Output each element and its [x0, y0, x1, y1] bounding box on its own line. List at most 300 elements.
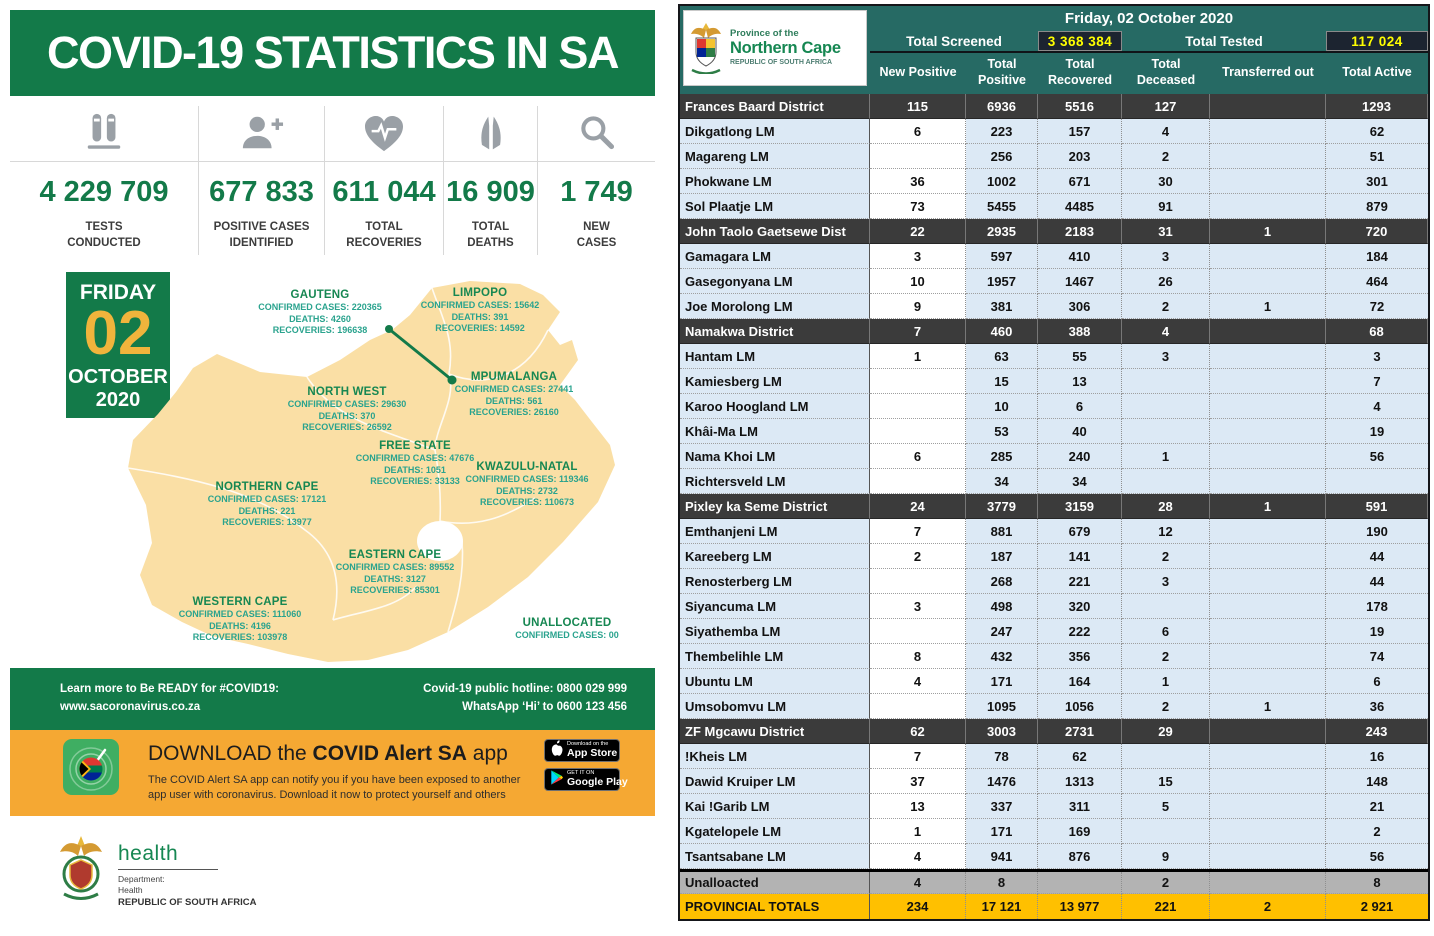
- table-header: [680, 6, 1428, 94]
- row-label: Emthanjeni LM: [680, 519, 870, 544]
- table-date: Friday, 02 October 2020: [1064, 10, 1234, 27]
- cell-total-recovered: 1313: [1038, 769, 1122, 794]
- cell-transferred-out: [1210, 269, 1326, 294]
- cell-new-positive: 37: [870, 769, 966, 794]
- province-deaths: DEATHS: 3127: [364, 573, 426, 584]
- row-label: ZF Mgcawu District: [680, 719, 870, 744]
- northern-cape-logo: [683, 10, 867, 86]
- cell-total-deceased: 4: [1122, 319, 1210, 344]
- stat-label-line1: POSITIVE CASES: [213, 221, 310, 233]
- cell-new-positive: [870, 469, 966, 494]
- cell-total-deceased: [1122, 819, 1210, 844]
- cell-total-active: 51: [1326, 144, 1428, 169]
- cell-new-positive: 1: [870, 344, 966, 369]
- cell-total-active: 56: [1326, 844, 1428, 869]
- apple-icon: [550, 740, 563, 761]
- cell-transferred-out: [1210, 544, 1326, 569]
- province-recoveries: RECOVERIES: 85301: [350, 584, 440, 595]
- cell-new-positive: 10: [870, 269, 966, 294]
- cell-total-recovered: 311: [1038, 794, 1122, 819]
- column-header: New Positive: [879, 64, 957, 79]
- cell-total-recovered: 203: [1038, 144, 1122, 169]
- province-confirmed: CONFIRMED CASES: 220365: [258, 302, 382, 313]
- page-title: COVID-19 STATISTICS IN SA: [10, 10, 655, 96]
- badge-text: [567, 771, 628, 788]
- cell-total-deceased: 12: [1122, 519, 1210, 544]
- province-recoveries: RECOVERIES: 14592: [435, 322, 525, 333]
- cell-total-recovered: 2731: [1038, 719, 1122, 744]
- cell-new-positive: 73: [870, 194, 966, 219]
- table-row: [680, 794, 1428, 819]
- nc-logo-small-text: Province of the: [730, 27, 799, 39]
- cell-total-deceased: [1122, 419, 1210, 444]
- table-row: [680, 569, 1428, 594]
- stat-label: [538, 219, 655, 251]
- cell-new-positive: 24: [870, 494, 966, 519]
- heart-pulse-icon: [325, 106, 443, 162]
- cell-total-recovered: 876: [1038, 844, 1122, 869]
- cell-transferred-out: [1210, 344, 1326, 369]
- table-row: [680, 494, 1428, 519]
- website-link[interactable]: www.sacoronavirus.co.za: [60, 701, 201, 713]
- table-row: [680, 419, 1428, 444]
- stat-praying-hands: [444, 106, 538, 255]
- stat-value: 677 833: [209, 176, 314, 208]
- cell-new-positive: [870, 569, 966, 594]
- cell-transferred-out: 1: [1210, 219, 1326, 244]
- cell-total-positive: 285: [966, 444, 1038, 469]
- cell-total-active: 720: [1326, 219, 1428, 244]
- cell-total-positive: 256: [966, 144, 1038, 169]
- stat-label-line1: TOTAL: [471, 221, 510, 233]
- row-label: Kamiesberg LM: [680, 369, 870, 394]
- northern-cape-table-panel: [678, 0, 1434, 936]
- stat-value: 16 909: [446, 176, 535, 208]
- cell-total-deceased: 26: [1122, 269, 1210, 294]
- row-label: Karoo Hoogland LM: [680, 394, 870, 419]
- cell-transferred-out: [1210, 719, 1326, 744]
- badge-text: [567, 742, 617, 759]
- row-label: Hantam LM: [680, 344, 870, 369]
- table-row: [680, 169, 1428, 194]
- cell-new-positive: 2: [870, 544, 966, 569]
- cell-total-positive: 597: [966, 244, 1038, 269]
- province-name: WESTERN CAPE: [192, 596, 288, 608]
- province-label: [157, 480, 377, 528]
- cell-total-deceased: 4: [1122, 119, 1210, 144]
- cell-transferred-out: [1210, 819, 1326, 844]
- cell-total-positive: 3003: [966, 719, 1038, 744]
- cell-total-deceased: 2: [1122, 144, 1210, 169]
- cell-total-active: 19: [1326, 619, 1428, 644]
- cell-transferred-out: [1210, 872, 1326, 894]
- province-recoveries: RECOVERIES: 103978: [192, 631, 288, 642]
- row-label: Namakwa District: [680, 319, 870, 344]
- cell-total-recovered: 5516: [1038, 94, 1122, 119]
- dept-line1: Department:: [118, 874, 165, 884]
- row-label: Tsantsabane LM: [680, 844, 870, 869]
- cell-total-recovered: 410: [1038, 244, 1122, 269]
- stat-label: [199, 219, 324, 251]
- cell-total-active: 190: [1326, 519, 1428, 544]
- cell-total-positive: 78: [966, 744, 1038, 769]
- cell-transferred-out: [1210, 769, 1326, 794]
- cell-new-positive: [870, 144, 966, 169]
- row-label: Khâi-Ma LM: [680, 419, 870, 444]
- province-deaths: DEATHS: 391: [451, 311, 509, 322]
- stat-value: 1 749: [560, 176, 633, 208]
- cell-total-recovered: 222: [1038, 619, 1122, 644]
- row-label: Siyancuma LM: [680, 594, 870, 619]
- table-row: [680, 544, 1428, 569]
- cell-total-positive: 6936: [966, 94, 1038, 119]
- row-label: Dikgatlong LM: [680, 119, 870, 144]
- province-recoveries: RECOVERIES: 26592: [302, 421, 392, 432]
- whatsapp-number: WhatsApp ‘Hi’ to 0600 123 456: [462, 701, 627, 713]
- stat-value: 611 044: [332, 176, 436, 208]
- cell-total-recovered: 240: [1038, 444, 1122, 469]
- province-name: KWAZULU-NATAL: [476, 461, 578, 473]
- cell-total-positive: 1476: [966, 769, 1038, 794]
- cell-total-deceased: 2: [1122, 694, 1210, 719]
- cell-total-deceased: 1: [1122, 669, 1210, 694]
- cell-total-active: 74: [1326, 644, 1428, 669]
- cell-total-active: 243: [1326, 719, 1428, 744]
- cell-total-recovered: 141: [1038, 544, 1122, 569]
- appstore-badge[interactable]: [544, 739, 620, 762]
- store-badges: [544, 739, 628, 791]
- cell-transferred-out: [1210, 369, 1326, 394]
- cell-total-active: 44: [1326, 544, 1428, 569]
- cell-transferred-out: [1210, 194, 1326, 219]
- province-recoveries: RECOVERIES: 33133: [370, 475, 460, 486]
- cell-new-positive: [870, 694, 966, 719]
- row-label: Kgatelopele LM: [680, 819, 870, 844]
- cell-total-active: 72: [1326, 294, 1428, 319]
- cell-total-positive: 53: [966, 419, 1038, 444]
- table-body: [680, 94, 1428, 919]
- cell-total-recovered: 388: [1038, 319, 1122, 344]
- row-label: Joe Morolong LM: [680, 294, 870, 319]
- badge-big-text: Google Play: [567, 775, 628, 788]
- app-banner-description: The COVID Alert SA app can notify you if you have been exposed to another app user with coronavirus. Download it now to protect yourself and others: [148, 774, 521, 801]
- cell-transferred-out: [1210, 144, 1326, 169]
- cell-total-deceased: 9: [1122, 844, 1210, 869]
- cell-transferred-out: [1210, 594, 1326, 619]
- table-row: [680, 444, 1428, 469]
- cell-new-positive: 234: [870, 894, 966, 919]
- table-row: [680, 144, 1428, 169]
- cell-total-deceased: 6: [1122, 619, 1210, 644]
- cell-transferred-out: [1210, 394, 1326, 419]
- cell-total-active: 8: [1326, 872, 1428, 894]
- table-row: [680, 319, 1428, 344]
- cell-total-active: 184: [1326, 244, 1428, 269]
- province-deaths: DEATHS: 561: [485, 395, 543, 406]
- cell-total-deceased: 221: [1122, 894, 1210, 919]
- cell-total-recovered: 13: [1038, 369, 1122, 394]
- cell-total-deceased: [1122, 744, 1210, 769]
- nc-logo-rsa: REPUBLIC OF SOUTH AFRICA: [730, 59, 833, 67]
- cell-total-deceased: 5: [1122, 794, 1210, 819]
- cell-total-active: [1326, 469, 1428, 494]
- cell-total-recovered: 356: [1038, 644, 1122, 669]
- cell-total-positive: 460: [966, 319, 1038, 344]
- cell-total-active: 68: [1326, 319, 1428, 344]
- province-deaths: DEATHS: 221: [238, 505, 296, 516]
- cell-total-recovered: 3159: [1038, 494, 1122, 519]
- cell-total-active: 56: [1326, 444, 1428, 469]
- stat-label-line1: TOTAL: [365, 221, 403, 233]
- cell-total-recovered: 4485: [1038, 194, 1122, 219]
- test-tubes-icon: [10, 106, 198, 162]
- nc-logo-name: Northern Cape: [730, 39, 841, 58]
- cell-new-positive: 6: [870, 119, 966, 144]
- total-screened-value: 3 368 384: [1038, 31, 1122, 51]
- google-play-icon: [550, 770, 563, 790]
- cell-total-active: 1293: [1326, 94, 1428, 119]
- cell-total-deceased: 2: [1122, 294, 1210, 319]
- stat-label: [444, 219, 537, 251]
- row-label: Umsobomvu LM: [680, 694, 870, 719]
- province-name: FREE STATE: [379, 440, 451, 452]
- table-row: [680, 819, 1428, 844]
- app-banner-title: DOWNLOAD the COVID Alert SA app: [148, 742, 508, 765]
- cell-total-deceased: 15: [1122, 769, 1210, 794]
- magnifier-icon: [538, 106, 655, 162]
- cell-total-recovered: 13 977: [1038, 894, 1122, 919]
- cell-new-positive: 7: [870, 744, 966, 769]
- cell-total-positive: 223: [966, 119, 1038, 144]
- cell-total-active: 36: [1326, 694, 1428, 719]
- googleplay-badge[interactable]: [544, 768, 628, 791]
- province-name: UNALLOCATED: [522, 617, 612, 629]
- badge-small-text: Download on the: [567, 741, 609, 748]
- footer-bar: [10, 668, 655, 730]
- row-label: Gasegonyana LM: [680, 269, 870, 294]
- stat-person-plus: [199, 106, 325, 255]
- praying-hands-icon: [444, 106, 537, 162]
- cell-total-positive: 432: [966, 644, 1038, 669]
- table-row: [680, 344, 1428, 369]
- row-label: Thembelihle LM: [680, 644, 870, 669]
- date-month: OCTOBER: [68, 365, 168, 388]
- table-row: [680, 269, 1428, 294]
- cell-total-recovered: 679: [1038, 519, 1122, 544]
- province-deaths: DEATHS: 370: [318, 410, 376, 421]
- row-label: Kareeberg LM: [680, 544, 870, 569]
- cell-transferred-out: [1210, 469, 1326, 494]
- cell-transferred-out: [1210, 794, 1326, 819]
- row-label: Sol Plaatje LM: [680, 194, 870, 219]
- stat-magnifier: [538, 106, 655, 255]
- district-stats-table: [678, 4, 1430, 921]
- table-row: [680, 869, 1428, 894]
- cell-transferred-out: 2: [1210, 894, 1326, 919]
- province-deaths: DEATHS: 4260: [289, 313, 351, 324]
- badge-big-text: App Store: [567, 746, 618, 759]
- total-screened-label: Total Screened: [906, 33, 1002, 49]
- province-confirmed: CONFIRMED CASES: 89552: [335, 562, 455, 573]
- cell-transferred-out: 1: [1210, 494, 1326, 519]
- stat-label-line2: IDENTIFIED: [229, 237, 294, 250]
- table-row: [680, 119, 1428, 144]
- cell-total-positive: 247: [966, 619, 1038, 644]
- province-confirmed: CONFIRMED CASES: 119346: [465, 474, 589, 485]
- row-label: Frances Baard District: [680, 94, 870, 119]
- cell-new-positive: [870, 619, 966, 644]
- row-label: John Taolo Gaetsewe Dist: [680, 219, 870, 244]
- cell-new-positive: [870, 419, 966, 444]
- province-deaths: DEATHS: 4196: [209, 620, 271, 631]
- cell-transferred-out: [1210, 169, 1326, 194]
- stat-label-line2: RECOVERIES: [346, 237, 422, 250]
- row-label: Gamagara LM: [680, 244, 870, 269]
- table-row: [680, 94, 1428, 119]
- cell-total-active: 44: [1326, 569, 1428, 594]
- cell-transferred-out: [1210, 419, 1326, 444]
- province-label: [285, 548, 505, 596]
- row-label: Pixley ka Seme District: [680, 494, 870, 519]
- cell-total-positive: 1095: [966, 694, 1038, 719]
- table-row: [680, 219, 1428, 244]
- province-recoveries: RECOVERIES: 110673: [479, 496, 575, 507]
- cell-total-active: 16: [1326, 744, 1428, 769]
- cell-new-positive: [870, 394, 966, 419]
- cell-new-positive: 3: [870, 594, 966, 619]
- cell-total-positive: 8: [966, 872, 1038, 894]
- cell-total-positive: 2935: [966, 219, 1038, 244]
- cell-total-deceased: 2: [1122, 644, 1210, 669]
- column-header: Transferred out: [1222, 64, 1314, 79]
- cell-total-positive: 3779: [966, 494, 1038, 519]
- total-tested-label: Total Tested: [1185, 33, 1263, 49]
- table-row: [680, 294, 1428, 319]
- cell-transferred-out: [1210, 519, 1326, 544]
- province-deaths: DEATHS: 2732: [496, 485, 558, 496]
- cell-total-deceased: 30: [1122, 169, 1210, 194]
- table-row: [680, 369, 1428, 394]
- table-row: [680, 394, 1428, 419]
- cell-new-positive: 4: [870, 872, 966, 894]
- cell-total-deceased: 3: [1122, 344, 1210, 369]
- table-row: [680, 244, 1428, 269]
- cell-transferred-out: [1210, 669, 1326, 694]
- cell-total-recovered: 40: [1038, 419, 1122, 444]
- province-name: NORTHERN CAPE: [215, 481, 319, 493]
- cell-total-deceased: 2: [1122, 544, 1210, 569]
- cell-total-active: 2 921: [1360, 899, 1394, 914]
- cell-new-positive: 4: [870, 844, 966, 869]
- province-confirmed: CONFIRMED CASES: 111060: [178, 609, 302, 620]
- cell-total-active: 6: [1326, 669, 1428, 694]
- cell-total-positive: 881: [966, 519, 1038, 544]
- cell-new-positive: 6: [870, 444, 966, 469]
- cell-total-active: 2: [1326, 819, 1428, 844]
- province-name: GAUTENG: [290, 289, 350, 301]
- row-label: Magareng LM: [680, 144, 870, 169]
- stat-test-tubes: [10, 106, 199, 255]
- stat-label-line1: TESTS: [85, 221, 123, 233]
- table-row: [680, 594, 1428, 619]
- province-name: MPUMALANGA: [470, 371, 558, 383]
- cell-transferred-out: [1210, 119, 1326, 144]
- cell-total-positive: 10: [966, 394, 1038, 419]
- column-header: Total Positive: [978, 56, 1026, 87]
- province-recoveries: RECOVERIES: 26160: [469, 406, 559, 417]
- cell-total-active: 879: [1326, 194, 1428, 219]
- province-confirmed: CONFIRMED CASES: 47676: [355, 453, 475, 464]
- cell-total-recovered: 221: [1038, 569, 1122, 594]
- row-label: Ubuntu LM: [680, 669, 870, 694]
- cell-total-recovered: 671: [1038, 169, 1122, 194]
- row-label: PROVINCIAL TOTALS: [680, 894, 870, 919]
- sa-infographic-panel: [0, 0, 678, 936]
- stat-label-line2: CASES: [576, 237, 617, 250]
- cell-new-positive: 8: [870, 644, 966, 669]
- cell-total-recovered: 1467: [1038, 269, 1122, 294]
- cell-total-recovered: 306: [1038, 294, 1122, 319]
- cell-total-recovered: 2183: [1038, 219, 1122, 244]
- province-deaths: DEATHS: 1051: [384, 464, 446, 475]
- row-label: Dawid Kruiper LM: [680, 769, 870, 794]
- cell-new-positive: 115: [870, 94, 966, 119]
- cell-new-positive: 22: [870, 219, 966, 244]
- province-name: NORTH WEST: [307, 386, 387, 398]
- cell-total-recovered: 62: [1038, 744, 1122, 769]
- table-row: [680, 519, 1428, 544]
- province-confirmed: CONFIRMED CASES: 17121: [207, 494, 327, 505]
- stat-label-line1: NEW: [583, 221, 610, 233]
- cell-new-positive: 9: [870, 294, 966, 319]
- cell-transferred-out: [1210, 444, 1326, 469]
- cell-total-active: 301: [1326, 169, 1428, 194]
- province-label: [457, 616, 677, 642]
- table-row: [680, 744, 1428, 769]
- date-number: 02: [83, 299, 153, 368]
- dept-line2: Health: [118, 885, 143, 896]
- cell-new-positive: 13: [870, 794, 966, 819]
- province-confirmed: CONFIRMED CASES: 15642: [420, 300, 540, 311]
- province-confirmed: CONFIRMED CASES: 27441: [454, 384, 574, 395]
- cell-total-positive: 268: [966, 569, 1038, 594]
- province-recoveries: RECOVERIES: 196638: [272, 324, 368, 335]
- cell-total-recovered: 55: [1038, 344, 1122, 369]
- column-header: Total Recovered: [1048, 56, 1112, 87]
- cell-total-positive: 187: [966, 544, 1038, 569]
- cell-total-recovered: 320: [1038, 594, 1122, 619]
- province-confirmed: CONFIRMED CASES: 29630: [287, 399, 407, 410]
- column-header: Total Deceased: [1136, 56, 1196, 87]
- date-year: 2020: [95, 388, 141, 411]
- badge-small-text: GET IT ON: [567, 770, 595, 777]
- column-headers: [870, 53, 1428, 92]
- app-download-banner: [10, 730, 655, 816]
- table-row: [680, 469, 1428, 494]
- stat-label: [325, 219, 443, 251]
- cell-total-recovered: 34: [1038, 469, 1122, 494]
- cell-total-deceased: 127: [1122, 94, 1210, 119]
- covid-alert-app-icon: [62, 738, 120, 801]
- cell-total-deceased: 3: [1122, 569, 1210, 594]
- cell-transferred-out: [1210, 244, 1326, 269]
- row-label: Unalloacted: [680, 872, 870, 894]
- table-row: [680, 619, 1428, 644]
- cell-total-deceased: 1: [1122, 444, 1210, 469]
- cell-total-active: 464: [1326, 269, 1428, 294]
- cell-transferred-out: [1210, 619, 1326, 644]
- cell-total-positive: 17 121: [966, 894, 1038, 919]
